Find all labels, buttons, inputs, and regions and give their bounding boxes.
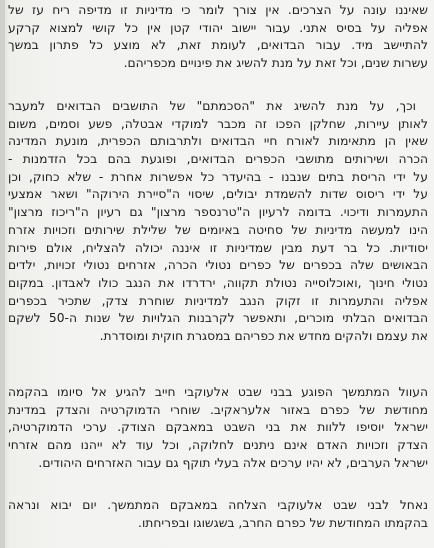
text-line: אפליה והתעמרות זו זקוק הנגב למדיניות שוחרת צדק, שתכיר בכפרים: [8, 293, 428, 308]
paragraph-1: [8, 2, 428, 73]
text-line: וכך, על מנת להשיג את "הסכמתם" של התושבים הבדואים למעבר: [8, 99, 416, 113]
text-line: הבדואים הבלתי מוכרים, ותאפשר לקרבנות הגלויות של שנות ה-50 לשקם: [8, 311, 428, 326]
paragraph-4: [8, 497, 428, 532]
text-line: יסודיות. כל בר דעת מבין שמדיניות זו איננה יכולה להצליח, אולם פירות: [8, 240, 428, 255]
paragraph-2: [8, 98, 428, 346]
text-line: אפליה על בסיס אתני. עבור יישוב יהודי קטן אין כל קושי למצוא קרקע: [8, 20, 428, 35]
text-line: הינו למעשה מדיניות של סחיטה באיומים של שלילת שירותים וזכויות אזרח: [8, 222, 428, 237]
text-line: הבאושים שלה בכפרים של כפרים נטולי הכרה, אזרחים נטולי זכויות, ילדים: [8, 258, 428, 273]
text-line: מחודשת של כפרם באזור אלעראקיב. שוחרי הדמוקרטיה והצדק במדינת: [8, 402, 428, 417]
text-line: להתיישב מיד. עבור הבדואים, לעומת זאת, לא מוצע כל פתרון במשך: [8, 38, 428, 53]
text-line: התעמרות ודיכוי. בדומה לרעיון ה"טרנספר מרצון" גם רעיון ה"ריכוז מרצון": [8, 205, 428, 220]
text-line: הצדק וזכויות האדם אינם ניתנים לחלוקה, וכל עוד לא ייהנו מהם אזרחי: [8, 438, 428, 453]
text-line: בהקמתו המחודשת של כפרם החרב, בשגשוגו ובפריחתו.: [138, 515, 428, 530]
text-line: על ידי הריסת בתים שנבנו - בהיעדר כל אפשרות אחרת - שלא כחוק, וכן: [8, 169, 428, 184]
text-line: הכרה ושירותים מתושבי הכפרים הבדואים, ופוגעת בהם בכל הזדמנות -: [8, 152, 428, 167]
text-line: עשרות שנים, וכל זאת על מנת להשיג את פינויים מכפריהם.: [123, 56, 428, 71]
text-line: את עצמם ולהקים מחדש את כפריהם במסגרת חוקית ומוסדרת.: [99, 328, 428, 343]
paragraph-3: [8, 384, 428, 472]
text-line: שאין הן מתאימות לאורח חיי הבדואים ולתרבותם הכפרית, מונעת המדינה: [8, 134, 428, 149]
text-line: נטולי חינוך ,ואוכלוסייה נטולת תקווה, ירדרדו את הנגב כולו לאבדון. במקום: [8, 275, 428, 290]
text-line: העוול המתמשך הפוגע בבני שבט אלעוקבי חייב להגיע אל סיומו בהקמה: [8, 385, 428, 399]
page-binding-shadow: [0, 0, 5, 548]
text-line: ישראל הערבים, לא יהיו ערכים אלה בעלי תוקף גם עבור האזרחים היהודים.: [38, 455, 428, 470]
text-line: ישראל יוסיפו ללוות את בני השבט במאבקם הצודק. ערכי הדמוקרטיה,: [8, 420, 428, 435]
text-line: לאותן עיירות, שחלקן הפכו זה מכבר למוקדי אבטלה, פשע וסמים, משום: [8, 116, 428, 131]
text-line: נאחל לבני שבט אלעוקבי הצלחה במאבקם המתמשך. יום יבוא ונראה: [8, 498, 428, 512]
text-line: על ידי ריסוס שדות להשמדת יבולים, שיסוי ה"סיירת הירוקה" ושאר אמצעי: [8, 187, 428, 202]
text-line: שאיננו עונה על הצרכים. אין צורך לומר כי מדיניות זו מדיפה ריח עז של: [8, 3, 428, 17]
